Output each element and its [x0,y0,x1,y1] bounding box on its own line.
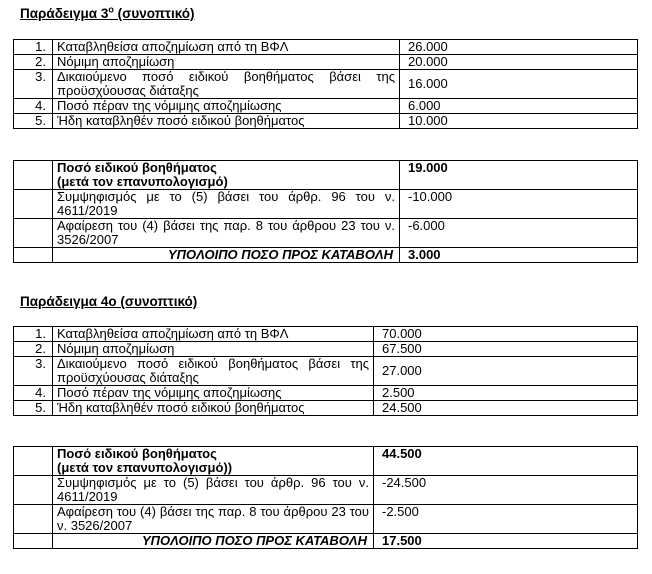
row-number: 3. [14,70,53,99]
row-label: Ήδη καταβληθέν ποσό ειδικού βοηθήματος [53,401,374,416]
calc-heading-value: 19.000 [400,161,638,190]
calc-heading-line1: Ποσό ειδικού βοηθήματος [57,446,217,461]
row-number: 2. [14,55,53,70]
empty-cell [14,248,53,263]
deduct-label: Αφαίρεση του (4) βάσει της παρ. 8 του άρθρου 23 του ν. 3526/2007 [53,505,374,534]
offset-label: Συμψηφισμός με το (5) βάσει του άρθρ. 96 του ν. 4611/2019 [53,190,400,219]
total-label: ΥΠΟΛΟΙΠΟ ΠΟΣΟ ΠΡΟΣ ΚΑΤΑΒΟΛΗ [53,534,374,549]
row-value: 20.000 [400,55,638,70]
table-row [14,99,638,114]
total-value: 3.000 [400,248,638,263]
row-label: Ποσό πέραν της νόμιμης αποζημίωσης [53,99,400,114]
example-3-calculation-table [13,160,638,263]
row-label: Δικαιούμενο ποσό ειδικού βοηθήματος βάσει της προϋσχύουσας διάταξης [53,70,400,99]
table-row [14,114,638,129]
row-number: 5. [14,401,53,416]
calc-heading [53,161,400,190]
calc-heading-line1: Ποσό ειδικού βοηθήματος [57,160,217,175]
empty-cell [14,447,53,476]
empty-cell [14,219,53,248]
example-4-items-table [13,326,638,416]
table-row [14,219,638,248]
example-4-heading: Παράδειγμα 4ο (συνοπτικό) [20,294,198,309]
calc-heading [53,447,374,476]
table-row [14,40,638,55]
row-value: 16.000 [400,70,638,99]
total-label: ΥΠΟΛΟΙΠΟ ΠΟΣΟ ΠΡΟΣ ΚΑΤΑΒΟΛΗ [53,248,400,263]
row-number: 1. [14,327,53,342]
calc-heading-value: 44.500 [374,447,638,476]
deduct-label: Αφαίρεση του (4) βάσει της παρ. 8 του άρθρου 23 του ν. 3526/2007 [53,219,400,248]
row-value: 24.500 [374,401,638,416]
table-row [14,327,638,342]
row-value: 70.000 [374,327,638,342]
deduct-value: -2.500 [374,505,638,534]
table-row [14,386,638,401]
row-label: Ήδη καταβληθέν ποσό ειδικού βοηθήματος [53,114,400,129]
total-value: 17.500 [374,534,638,549]
empty-cell [14,161,53,190]
table-row [14,55,638,70]
row-number: 3. [14,357,53,386]
row-value: 27.000 [374,357,638,386]
row-number: 1. [14,40,53,55]
table-row [14,190,638,219]
row-label: Δικαιούμενο ποσό ειδικού βοηθήματος βάσει της προϋσχύουσας διάταξης [53,357,374,386]
empty-cell [14,505,53,534]
row-label: Νόμιμη αποζημίωση [53,55,400,70]
table-row [14,161,638,190]
row-label: Ποσό πέραν της νόμιμης αποζημίωσης [53,386,374,401]
example-4-calculation-table [13,446,638,549]
table-row [14,476,638,505]
empty-cell [14,476,53,505]
offset-value: -10.000 [400,190,638,219]
calc-heading-line2: (μετά τον επανυπολογισμό) [57,174,228,189]
example-3-title: Παράδειγμα 3 [20,6,109,21]
row-value: 2.500 [374,386,638,401]
row-value: 26.000 [400,40,638,55]
row-number: 4. [14,99,53,114]
example-3-title-sup: ο [108,4,114,15]
offset-value: -24.500 [374,476,638,505]
table-row [14,357,638,386]
row-number: 5. [14,114,53,129]
row-value: 6.000 [400,99,638,114]
row-value: 10.000 [400,114,638,129]
empty-cell [14,534,53,549]
empty-cell [14,190,53,219]
row-label: Νόμιμη αποζημίωση [53,342,374,357]
row-number: 4. [14,386,53,401]
table-row [14,505,638,534]
table-row [14,401,638,416]
row-value: 67.500 [374,342,638,357]
table-row [14,534,638,549]
table-row [14,70,638,99]
calc-heading-line2: (μετά τον επανυπολογισμό)) [57,460,233,475]
row-label: Καταβληθείσα αποζημίωση από τη ΒΦΛ [53,327,374,342]
deduct-value: -6.000 [400,219,638,248]
offset-label: Συμψηφισμός με το (5) βάσει του άρθρ. 96 του ν. 4611/2019 [53,476,374,505]
example-3-title-suffix: (συνοπτικό) [113,6,195,21]
row-label: Καταβληθείσα αποζημίωση από τη ΒΦΛ [53,40,400,55]
table-row [14,342,638,357]
row-number: 2. [14,342,53,357]
table-row [14,447,638,476]
example-3-items-table [13,39,638,129]
table-row [14,248,638,263]
example-3-heading [20,6,195,22]
